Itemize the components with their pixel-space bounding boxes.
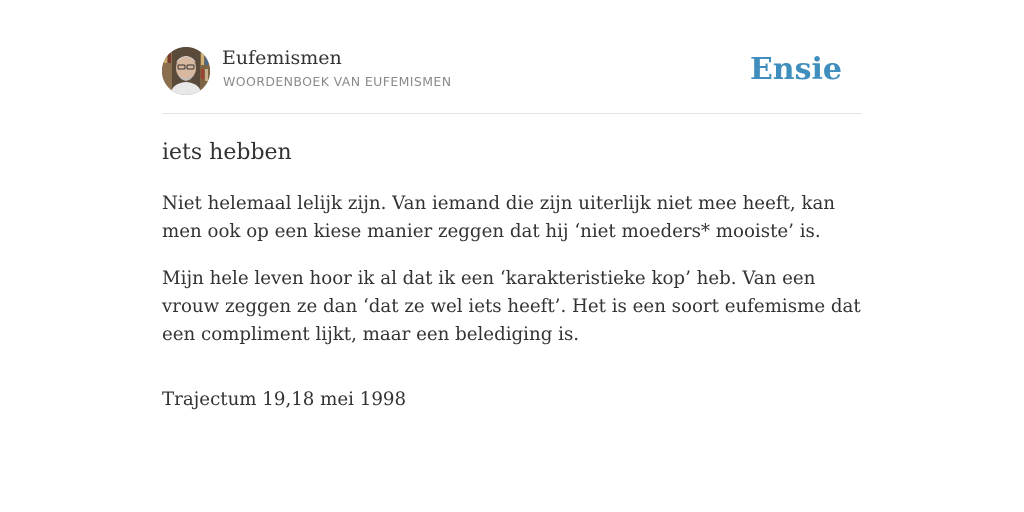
entry-paragraph: Niet helemaal lelijk zijn. Van iemand die zijn uiterlijk niet mee heeft, kan men ook op een kiese manier zeggen dat hij ‘niet moeders* mooiste’ is. [162, 193, 836, 242]
entry-paragraph: Mijn hele leven hoor ik al dat ik een ‘karakteristieke kop’ heb. Van een vrouw zeggen ze dan ‘dat ze wel iets heeft’. Het is een soort eufemisme dat een compliment lijkt, maar een belediging is. [162, 268, 861, 345]
brand-logo[interactable]: Ensie [749, 52, 842, 87]
author-name[interactable]: Eufemismen [222, 47, 342, 69]
entry-content [162, 190, 862, 433]
avatar[interactable] [162, 47, 210, 95]
author-subtitle[interactable]: WOORDENBOEK VAN EUFEMISMEN [223, 74, 452, 89]
person-portrait-icon [162, 47, 210, 95]
header-divider [162, 113, 862, 114]
entry-title: iets hebben [162, 140, 292, 165]
header [162, 46, 862, 96]
entry-source: Trajectum 19,18 mei 1998 [162, 389, 407, 410]
